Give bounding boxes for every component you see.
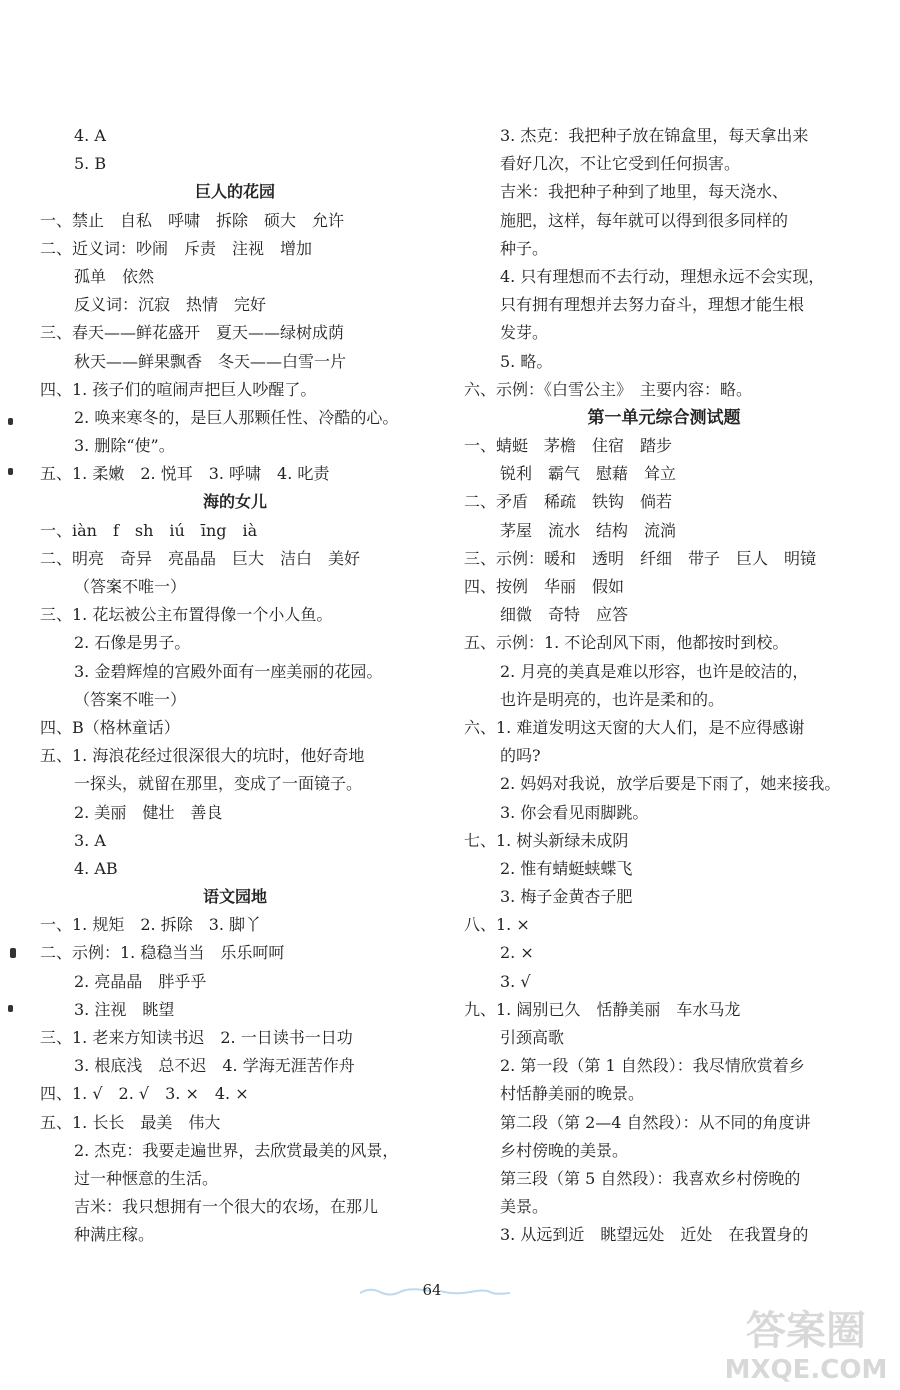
answer-line: 发芽。	[500, 323, 549, 343]
answer-line: 五、1. 柔嫩 2. 悦耳 3. 呼啸 4. 叱责	[40, 464, 330, 484]
section-heading: 第一单元综合测试题	[587, 407, 741, 428]
answer-line: 吉米：我只想拥有一个很大的农场，在那儿	[74, 1197, 379, 1217]
answer-line: 一、1. 规矩 2. 拆除 3. 脚丫	[40, 915, 262, 935]
answer-line: 过一种惬意的生活。	[74, 1168, 219, 1188]
answer-line: 3. A	[74, 830, 106, 850]
answer-line: 四、1. 孩子们的喧闹声把巨人吵醒了。	[40, 379, 317, 399]
answer-line: 一、蜻蜓 茅檐 住宿 踏步	[464, 436, 673, 456]
answer-line: 二、近义词：吵闹 斥责 注视 增加	[40, 238, 313, 258]
answer-line: 2. 月亮的美真是难以形容，也许是皎洁的，	[500, 661, 809, 681]
section-heading: 海的女儿	[202, 492, 267, 512]
answer-line: 五、1. 长长 最美 伟大	[40, 1112, 221, 1132]
scan-mark	[8, 468, 13, 475]
answer-line: 三、1. 花坛被公主布置得像一个小人鱼。	[40, 605, 333, 625]
answer-line: 五、1. 海浪花经过很深很大的坑时，他好奇地	[40, 746, 365, 766]
watermark-logo	[718, 1298, 894, 1386]
answer-line: 种子。	[500, 238, 549, 258]
answer-line: 的吗?	[500, 746, 541, 766]
section-heading: 语文园地	[202, 887, 267, 907]
answer-line: 2. ×	[500, 943, 534, 963]
answer-line: 秋天——鲜果飘香 冬天——白雪一片	[74, 351, 347, 371]
answer-line: 六、1. 难道发明这天窗的大人们，是不应得感谢	[464, 717, 805, 737]
scan-mark	[8, 1005, 13, 1012]
answer-line: 3. 根底浅 总不迟 4. 学海无涯苦作舟	[74, 1056, 355, 1076]
answer-line: 2. 石像是男子。	[74, 633, 191, 653]
answer-line: 四、B（格林童话）	[40, 717, 180, 737]
right-column	[464, 122, 864, 1250]
answer-line: 二、明亮 奇异 亮晶晶 巨大 洁白 美好	[40, 548, 361, 568]
answer-line: 七、1. 树头新绿未成阴	[464, 830, 629, 850]
answer-line: （答案不唯一）	[74, 577, 187, 596]
answer-line: 一、iàn f sh iú īng ià	[40, 520, 258, 540]
watermark-line1: 答案圈	[746, 1308, 866, 1354]
left-column	[40, 122, 430, 1250]
answer-line: 吉米：我把种子种到了地里，每天浇水、	[500, 182, 789, 202]
answer-line: 2. 妈妈对我说，放学后要是下雨了，她来接我。	[500, 774, 841, 794]
section-heading: 巨人的花园	[194, 182, 275, 202]
answer-line: 细微 奇特 应答	[500, 605, 629, 625]
page-number: 64	[422, 1281, 442, 1299]
answer-line: 3. 删除“使”。	[74, 436, 175, 456]
answer-line: 3. 注视 眺望	[74, 999, 175, 1019]
answer-line: 4. AB	[74, 858, 118, 878]
answer-line: 三、春天——鲜花盛开 夏天——绿树成荫	[40, 323, 345, 343]
answer-line: 乡村傍晚的美景。	[500, 1140, 629, 1160]
answer-line: 3. √	[500, 971, 531, 991]
answer-line: 五、示例：1. 不论刮风下雨，他都按时到校。	[464, 633, 789, 653]
answer-line: 2. 惟有蜻蜓蛱蝶飞	[500, 858, 633, 878]
answer-line: 5. B	[74, 154, 107, 174]
answer-line: 看好几次，不让它受到任何损害。	[500, 154, 741, 174]
answer-line: 3. 梅子金黄杏子肥	[500, 887, 633, 907]
answer-line: 3. 金碧辉煌的宫殿外面有一座美丽的花园。	[74, 661, 383, 681]
answer-line: 2. 唤来寒冬的，是巨人那颗任性、冷酷的心。	[74, 407, 399, 427]
answer-line: 第二段（第 2—4 自然段）：从不同的角度讲	[500, 1112, 811, 1132]
footer-wave-right-icon	[440, 1287, 510, 1297]
answer-line: 3. 你会看见雨脚跳。	[500, 802, 649, 822]
answer-line: 锐利 霸气 慰藉 耸立	[500, 464, 677, 484]
answer-line: 3. 杰克：我把种子放在锦盒里，每天拿出来	[500, 126, 809, 145]
answer-line: 三、1. 老来方知读书迟 2. 一日读书一日功	[40, 1028, 353, 1047]
answer-line: 村恬静美丽的晚景。	[500, 1084, 645, 1104]
watermark-line2: MXQE.COM	[724, 1355, 888, 1385]
scan-mark	[8, 418, 13, 425]
answer-line: 2. 第一段（第 1 自然段）：我尽情欣赏着乡	[500, 1056, 805, 1076]
answer-line: 二、矛盾 稀疏 铁钩 倘若	[464, 492, 673, 512]
answer-line: 只有拥有理想并去努力奋斗，理想才能生根	[500, 295, 805, 315]
answer-line: 茅屋 流水 结构 流淌	[500, 520, 677, 540]
answer-line: 2. 杰克：我要走遍世界，去欣赏最美的风景，	[74, 1140, 399, 1160]
answer-line: 三、示例：暖和 透明 纤细 带子 巨人 明镜	[464, 548, 817, 568]
answer-line: 种满庄稼。	[74, 1225, 155, 1245]
answer-line: 4. 只有理想而不去行动，理想永远不会实现，	[500, 266, 825, 286]
answer-line: 4. A	[74, 126, 106, 145]
answer-line: 5. 略。	[500, 351, 553, 371]
answer-line: 八、1. ×	[464, 915, 530, 935]
answer-line: 3. 从远到近 眺望远处 近处 在我置身的	[500, 1225, 809, 1245]
answer-line: 六、示例：《白雪公主》 主要内容：略。	[464, 379, 753, 399]
answer-line: 施肥，这样，每年就可以得到很多同样的	[500, 210, 789, 230]
answer-line: 四、1. √ 2. √ 3. × 4. ×	[40, 1084, 249, 1104]
answer-line: 引颈高歌	[500, 1028, 565, 1047]
answer-line: 美景。	[500, 1197, 549, 1217]
answer-line: 2. 美丽 健壮 善良	[74, 802, 223, 822]
answer-line: 孤单 依然	[74, 266, 155, 286]
answer-line: 四、按例 华丽 假如	[464, 577, 625, 596]
answer-line: 反义词：沉寂 热情 完好	[74, 295, 267, 315]
answer-line: 二、示例：1. 稳稳当当 乐乐呵呵	[40, 943, 285, 963]
answer-line: 也许是明亮的，也许是柔和的。	[500, 689, 725, 709]
scan-mark	[10, 948, 16, 958]
answer-line: 九、1. 阔别已久 恬静美丽 车水马龙	[464, 999, 741, 1019]
answer-line: （答案不唯一）	[74, 689, 187, 709]
answer-line: 第三段（第 5 自然段）：我喜欢乡村傍晚的	[500, 1168, 801, 1188]
answer-line: 一、禁止 自私 呼啸 拆除 硕大 允许	[40, 210, 345, 230]
answer-line: 2. 亮晶晶 胖乎乎	[74, 971, 207, 991]
answer-line: 一探头，就留在那里，变成了一面镜子。	[74, 774, 363, 794]
